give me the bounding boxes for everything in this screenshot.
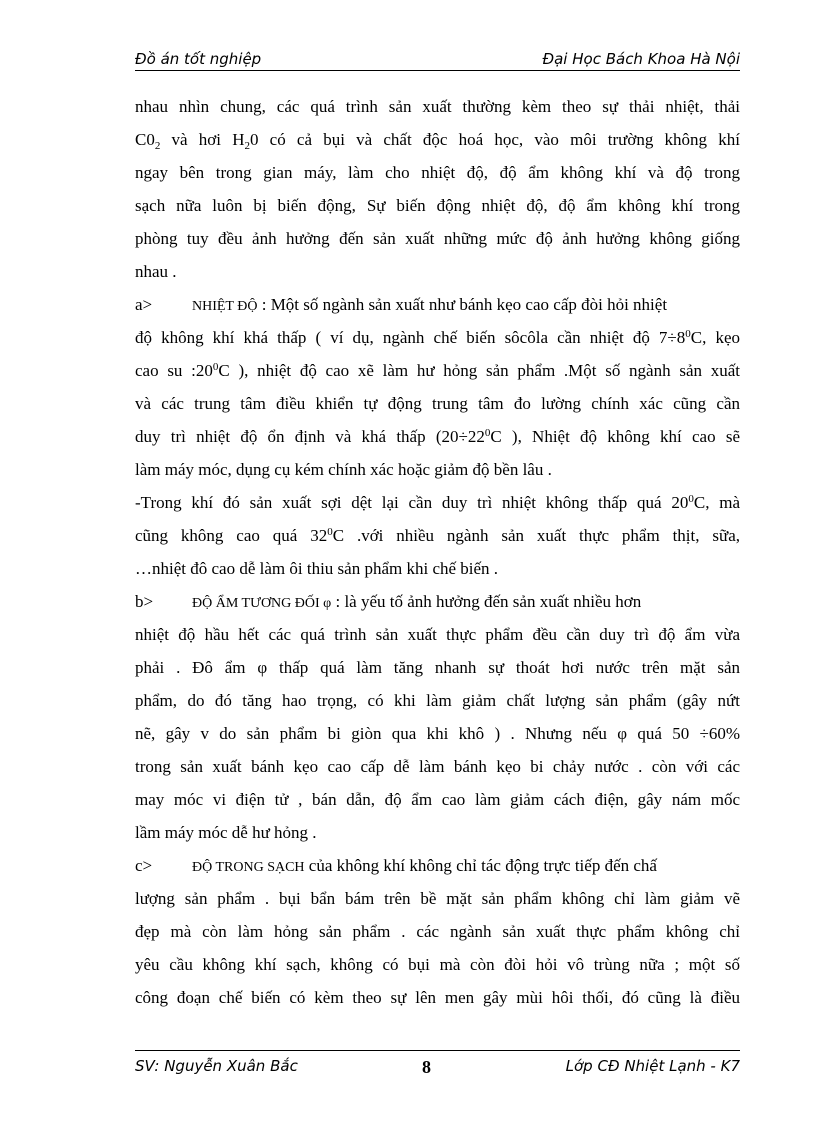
text-line	[135, 420, 740, 453]
text-fragment: của không khí không chỉ tác động trực tiếp đến chấ	[304, 856, 657, 875]
text-fragment: duy trì nhiệt độ ổn định và khá thấp (20÷22	[135, 427, 485, 446]
text-fragment: : là yếu tố ảnh hưởng đến sản xuất nhiều hơn	[331, 592, 642, 611]
section-label: b>	[135, 592, 154, 611]
superscript: 0	[685, 328, 691, 340]
superscript: 0	[212, 361, 219, 373]
text-line: lượng sản phẩm . bụi bẩn bám trên bề mặt sản phẩm không chỉ làm giảm vẽ	[135, 889, 740, 908]
text-fragment: độ không khí khá thấp ( ví dụ, ngành chế biến sôcôla cần nhiệt độ 7÷8	[135, 328, 686, 347]
section-heading-line	[135, 849, 740, 882]
superscript: 0	[484, 427, 491, 439]
text-line: làm máy móc, dụng cụ kém chính xác hoặc giảm độ bền lâu .	[135, 460, 552, 479]
text-fragment: C ), Nhiệt độ không khí cao sẽ	[490, 427, 740, 446]
text-line	[135, 354, 740, 387]
text-fragment: : Một số ngành sản xuất như bánh kẹo cao cấp đòi hỏi nhiệt	[257, 295, 668, 314]
text-line: nhau .	[135, 262, 177, 281]
header-thesis-title: Đồ án tốt nghiệp	[135, 50, 262, 68]
text-fragment: C, kẹo	[690, 328, 741, 347]
document-body	[135, 90, 740, 1014]
superscript: 0	[327, 526, 333, 538]
section-heading-line	[135, 585, 740, 618]
text-line: nẽ, gây v do sản phẩm bi giòn qua khi khô ) . Nhưng nếu φ quá 50 ÷60%	[135, 724, 740, 743]
text-line: trong sản xuất bánh kẹo cao cấp dễ làm bánh kẹo bi chảy nước . còn với các	[135, 757, 740, 776]
text-line: sạch nữa luôn bị biến động, Sự biến động nhiệt độ, độ ẩm không khí trong	[135, 196, 740, 215]
section-title: NHIỆT ĐỘ	[192, 299, 258, 314]
text-line: yêu cầu không khí sạch, không có bụi mà còn đòi hỏi vô trùng nữa ; một số	[135, 955, 740, 974]
subscript: 2	[244, 140, 250, 152]
text-line: phải . Đô ẩm φ thấp quá làm tăng nhanh sự thoát hơi nước trên mặt sản	[135, 658, 740, 677]
text-line: nhau nhìn chung, các quá trình sản xuất thường kèm theo sự thải nhiệt, thải	[135, 97, 740, 116]
text-fragment: C0	[135, 130, 155, 149]
page-footer	[135, 1050, 740, 1081]
section-label: c>	[135, 856, 153, 875]
text-line: phòng tuy đều ảnh hưởng đến sản xuất những mức độ ảnh hưởng không giống	[135, 229, 740, 248]
section-humidity	[135, 585, 740, 849]
text-line	[135, 486, 740, 519]
text-fragment: -Trong khí đó sản xuất sợi dệt lại cần duy trì nhiệt không thấp quá 20	[135, 493, 689, 512]
section-title: ĐỘ ẨM TƯƠNG ĐỐI φ	[192, 596, 332, 611]
text-fragment: C, mà	[693, 493, 740, 512]
page-number: 8	[422, 1057, 431, 1077]
section-label: a>	[135, 295, 153, 314]
text-line: phẩm, do đó tăng hao trọng, có khi làm giảm chất lượng sản phẩm (gây nứt	[135, 691, 740, 710]
footer-class: Lớp CĐ Nhiệt Lạnh - K7	[565, 1057, 740, 1075]
text-fragment: C ), nhiệt độ cao xẽ làm hư hỏng sản phẩm .Một số ngành sản xuất	[218, 361, 740, 380]
paragraph-intro	[135, 90, 740, 288]
text-line: công đoạn chế biến có kèm theo sự lên men gây mùi hôi thối, đó cũng là điều	[135, 988, 740, 1007]
text-fragment: cao su :20	[135, 361, 213, 380]
subscript: 2	[154, 140, 161, 152]
text-line	[135, 321, 740, 354]
page-header	[135, 48, 740, 71]
section-title: ĐỘ TRONG SẠCH	[192, 860, 305, 875]
text-fragment: 0 có cả bụi và chất độc hoá học, vào môi trường không khí	[249, 130, 740, 149]
text-line: may móc vi điện tử , bán dẫn, độ ẩm cao làm giảm cách điện, gây nám mốc	[135, 790, 740, 809]
text-fragment: và hơi H	[160, 130, 245, 149]
section-temperature	[135, 288, 740, 585]
text-line: ngay bên trong gian máy, làm cho nhiệt độ, độ ẩm không khí và độ trong	[135, 163, 740, 182]
text-line: đẹp mà còn làm hỏng sản phẩm . các ngành sản xuất thực phẩm không chỉ	[135, 922, 740, 941]
text-line: lầm máy móc dễ hư hỏng .	[135, 823, 317, 842]
text-line	[135, 123, 740, 156]
header-university: Đại Học Bách Khoa Hà Nội	[542, 50, 740, 68]
text-line: nhiệt độ hầu hết các quá trình sản xuất thực phẩm đều cần duy trì độ ẩm vừa	[135, 625, 740, 644]
text-fragment: C .với nhiều ngành sản xuất thực phẩm thịt, sữa,	[332, 526, 740, 545]
text-line: …nhiệt đô cao dễ làm ôi thiu sản phẩm khi chế biến .	[135, 559, 499, 578]
text-line	[135, 519, 740, 552]
section-heading-line	[135, 288, 740, 321]
section-cleanliness	[135, 849, 740, 1014]
text-line: và các trung tâm điều khiển tự động trung tâm đo lường chính xác cũng cần	[135, 394, 740, 413]
superscript: 0	[688, 493, 694, 505]
text-fragment: cũng không cao quá 32	[135, 526, 328, 545]
footer-student-name: SV: Nguyễn Xuân Bắc	[135, 1057, 298, 1075]
